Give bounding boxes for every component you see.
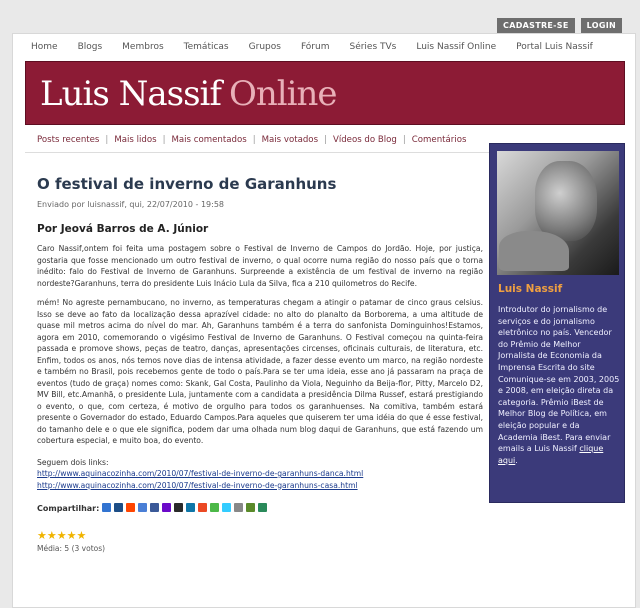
nav-item-blogs[interactable]: Blogs [77,42,103,52]
nav-item-grupos[interactable]: Grupos [248,42,281,52]
secondary-navigation [37,134,466,146]
nav-item-series-tvs[interactable]: Séries TVs [349,42,397,52]
share-icons [99,503,267,514]
reddit-icon[interactable] [126,503,135,512]
star-icon[interactable]: ★ [56,529,67,542]
star-icon[interactable]: ★ [76,529,87,542]
bio-suffix: . [515,455,518,465]
secnav-mais-comentados[interactable]: Mais comentados [171,135,247,145]
myspace-icon[interactable] [174,503,183,512]
article-meta: Enviado por luisnassif, qui, 22/07/2010 - 19:58 [37,200,225,209]
share-label: Compartilhar: [37,504,100,513]
article-paragraph: mém! No agreste pernambucano, no inverno, as temperaturas chegam a atingir o patamar de cinco graus celsius. Isso se deve ao fato da localização dessa aprazível cidade: no alto do planalto da Borborema, a uma altitude de quase mil metros acima do nível do mar. Ah, Garanhuns também é a terra do sanfonista Dominguinhos!Estamos, agora em 2010, comemorando o vigésimo Festival de Inverno de Garanhuns. O Festival começou na quinta-feira passada e promove shows, peças de teatro, danças, apresentações circenses, oficinais culturais, de literatura, etc. Enfim, todos os anos, nós temos nove dias de intensa atividade, a fazer desse evento um marco, na região nordeste e também no Brasil, pois recebemos gente de todo o país.Para se ter uma ideia, esse ano já passaram na praça de eventos (tudo de graça) nomes como: Skank, Gal Costa, Paulinho da Viola, Neguinho da Beija-flor, Pitty, Marcelo D2, MV Bill, etc.Amanhã, o presidente Lula, juntamente com a candidata a presidência Dilma Russef, estará prestigiando o evento, o que, com certeza, é motivo de orgulho para todos os garanhuenses. Na comitiva, também estará presente o Governador do estado, Eduardo Campos.Para aqueles que quiserem ter uma idéia do que é esse festival, do tamanho dele e o que ele significa, podem dar uma olhada num blog daqui de Garanhuns, que está fazendo um cobertura especial, e muito boa, do evento. [37,298,483,445]
links-intro: Seguem dois links: [37,457,109,467]
login-button[interactable]: LOGIN [581,18,622,33]
linkedin-icon[interactable] [186,503,195,512]
separator: | [324,135,327,145]
rating-stars [37,524,483,543]
separator: | [252,135,256,145]
logo-text-online: Online [228,74,337,114]
facebook-icon[interactable] [150,503,159,512]
rating-text: Média: 5 (3 votos) [37,544,106,553]
more-icon[interactable] [258,503,267,512]
technorati-icon[interactable] [210,503,219,512]
contact-link[interactable]: clique aqui [498,444,604,465]
author-photo [497,151,619,275]
google-icon[interactable] [138,503,147,512]
author-sidebar [489,143,625,503]
nav-item-portal-luis-nassif[interactable]: Portal Luis Nassif [516,42,593,52]
secnav-posts-recentes[interactable]: Posts recentes [37,135,100,145]
page-container [12,33,636,608]
star-icon[interactable]: ★ [46,529,57,542]
secnav-mais-votados[interactable]: Mais votados [261,135,319,145]
article-byline: Por Jeová Barros de A. Júnior [37,223,209,235]
logo-text-name: Luis Nassif [40,74,221,114]
yahoo-icon[interactable] [162,503,171,512]
register-button[interactable]: CADASTRE-SE [497,18,575,33]
article [37,174,483,553]
top-account-bar [497,18,622,33]
links-section [37,457,483,492]
share-bar [37,503,483,514]
stumbleupon-icon[interactable] [198,503,207,512]
author-bio-text: Introdutor do jornalismo de serviços e do jornalismo eletrônico no país. Vencedor do Prêmio de Melhor Jornalista de Economia da Imprensa Escrita do site Comunique-se em 2003, 2005 e 2008, em eleição direta da categoria. Prêmio iBest de Melhor Blog de Política, em eleição popular e da Academia iBest. Para enviar emails a Luis Nassif [498,305,620,454]
nav-item-tematicas[interactable]: Temáticas [183,42,229,52]
nav-item-luis-nassif-online[interactable]: Luis Nassif Online [416,42,497,52]
article-paragraph: Caro Nassif,ontem foi feita uma postagem sobre o Festival de Inverno de Campos do Jordão. Hoje, por justiça, gostaria que fosse mencionado um outro festival de inverno, o qual ocorre numa região do nosso país que o torna inédito: falo do Festival de Inverno de Garanhuns. Surpreende a existência de um festival de inverno na região nordeste?Garanhuns, terra do presidente Luis Inácio Lula da Silva, fica a 210 quilometros do Recife. [37,244,483,288]
site-banner[interactable] [25,61,625,125]
nav-item-home[interactable]: Home [31,42,58,52]
secnav-mais-lidos[interactable]: Mais lidos [114,135,157,145]
separator: | [162,135,166,145]
nav-item-forum[interactable]: Fórum [300,42,330,52]
site-logo[interactable] [40,70,337,118]
main-navigation [31,41,613,53]
author-name: Luis Nassif [498,283,563,295]
star-icon[interactable]: ★ [37,529,47,542]
article-link-danca[interactable]: http://www.aquinacozinha.com/2010/07/festival-de-inverno-de-garanhuns-danca.html [37,469,364,478]
twitter-icon[interactable] [222,503,231,512]
separator: | [105,135,109,145]
author-bio [498,304,620,466]
rating-widget [37,524,483,553]
author-face [535,161,597,241]
secnav-videos-do-blog[interactable]: Vídeos do Blog [332,135,397,145]
separator: | [402,135,406,145]
digg-icon[interactable] [114,503,123,512]
email-icon[interactable] [234,503,243,512]
article-link-casa[interactable]: http://www.aquinacozinha.com/2010/07/festival-de-inverno-de-garanhuns-casa.html [37,480,358,490]
nav-item-membros[interactable]: Membros [122,42,164,52]
article-title[interactable]: O festival de inverno de Garanhuns [37,175,337,193]
delicious-icon[interactable] [102,503,111,512]
print-icon[interactable] [246,503,255,512]
author-hand [499,231,569,271]
star-icon[interactable]: ★ [66,529,77,542]
secnav-comentarios[interactable]: Comentários [411,135,467,145]
